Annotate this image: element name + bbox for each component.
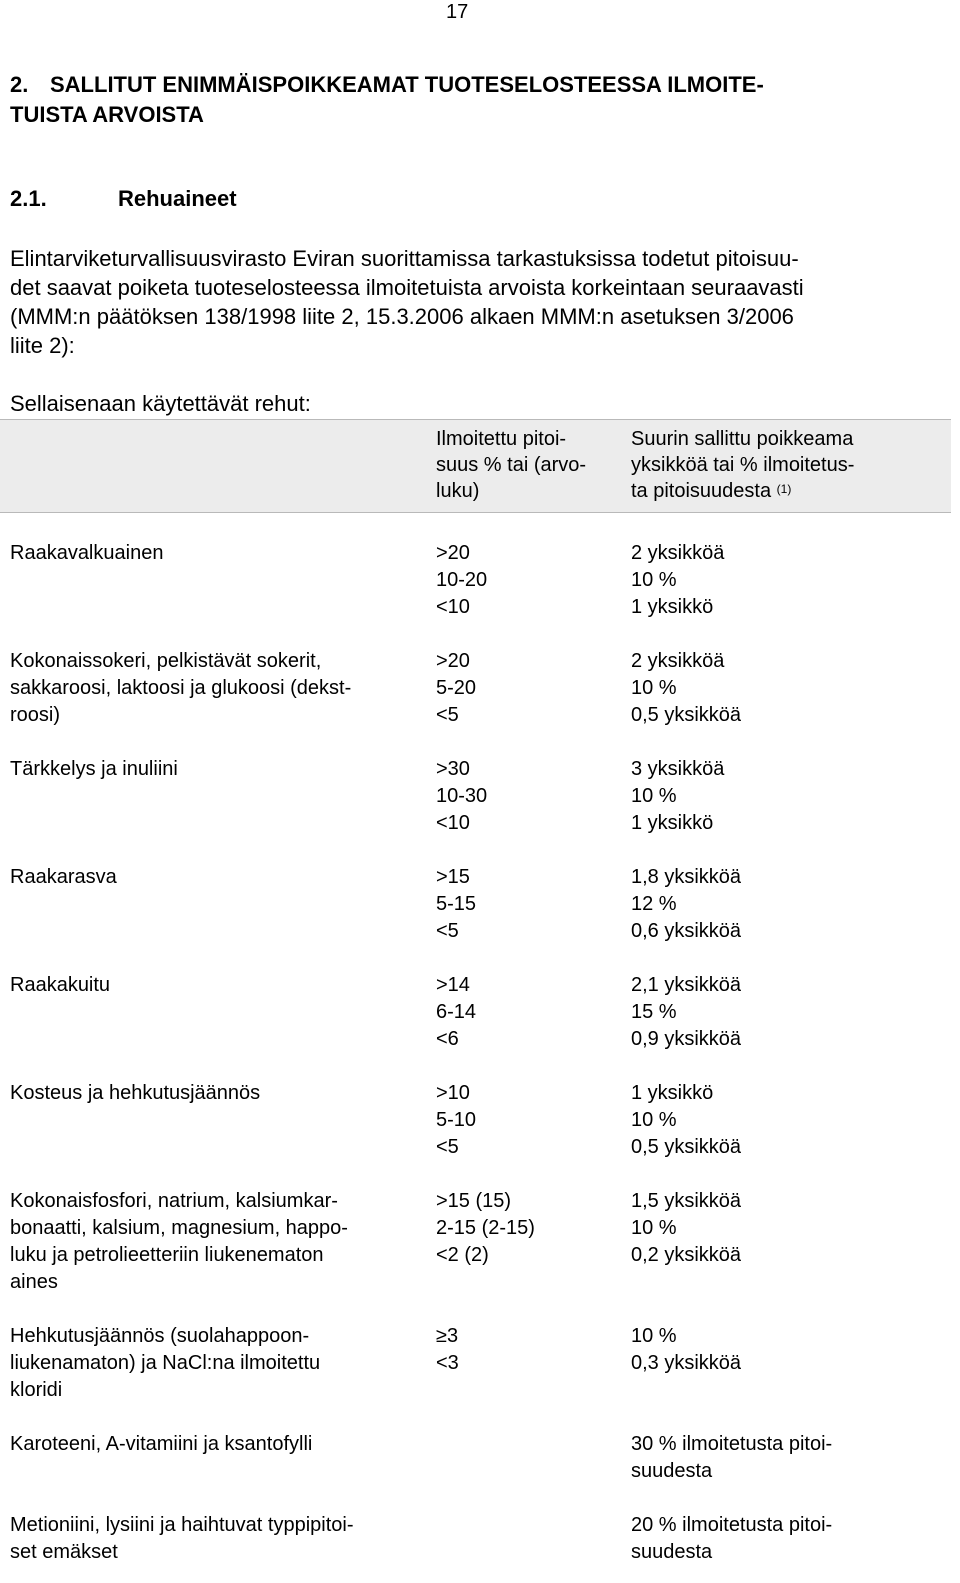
nutrient-name-line: aines — [10, 1271, 58, 1293]
max-deviation-cell — [631, 864, 931, 945]
page-number: 17 — [446, 1, 469, 23]
max-deviation-cell — [631, 1080, 931, 1161]
footnote-marker: (1) — [776, 482, 792, 496]
max-deviation-line: 2 yksikköä — [631, 542, 725, 564]
declared-content-cell — [436, 1080, 626, 1161]
intro-line: det saavat poiketa tuoteselosteessa ilmoitetuista arvoista korkeintaan seuraavasti — [10, 275, 804, 300]
nutrient-name-line: Kokonaissokeri, pelkistävät sokerit, — [10, 650, 322, 672]
declared-content-line: >20 — [436, 650, 470, 672]
max-deviation-cell — [631, 1431, 931, 1485]
nutrient-name-line: roosi) — [10, 704, 61, 726]
declared-content-line: 2-15 (2-15) — [436, 1217, 535, 1239]
nutrient-name-cell — [10, 1188, 430, 1296]
max-deviation-line: 10 % — [631, 677, 677, 699]
intro-paragraph — [10, 244, 950, 360]
max-deviation-line: 3 yksikköä — [631, 758, 725, 780]
declared-content-line: >10 — [436, 1082, 470, 1104]
nutrient-name-line: Hehkutusjäännös (suolahappoon- — [10, 1325, 310, 1347]
nutrient-name-line: Tärkkelys ja inuliini — [10, 758, 178, 780]
declared-content-line: 5-10 — [436, 1109, 477, 1131]
declared-content-line: <5 — [436, 920, 459, 942]
declared-content-line: <6 — [436, 1028, 459, 1050]
section-number: 2. — [10, 72, 29, 97]
header-line: luku) — [436, 480, 480, 502]
declared-content-cell — [436, 540, 626, 621]
max-deviation-line: 2,1 yksikköä — [631, 974, 742, 996]
max-deviation-line: 2 yksikköä — [631, 650, 725, 672]
declared-content-line: <2 (2) — [436, 1244, 489, 1266]
max-deviation-line: 10 % — [631, 785, 677, 807]
max-deviation-line: 1,8 yksikköä — [631, 866, 742, 888]
nutrient-name-line: Raakarasva — [10, 866, 117, 888]
nutrient-name-line: set emäkset — [10, 1541, 118, 1563]
nutrient-name-line: Kokonaisfosfori, natrium, kalsiumkar- — [10, 1190, 338, 1212]
max-deviation-cell — [631, 1512, 931, 1566]
header-line: yksikköä tai % ilmoitetus- — [631, 454, 855, 476]
declared-content-line: >30 — [436, 758, 470, 780]
table-caption: Sellaisenaan käytettävät rehut: — [10, 391, 311, 416]
header-line: Ilmoitettu pitoi- — [436, 428, 567, 450]
nutrient-name-line: kloridi — [10, 1379, 63, 1401]
declared-content-line: >20 — [436, 542, 470, 564]
declared-content-line: 5-20 — [436, 677, 477, 699]
nutrient-name-cell — [10, 1080, 430, 1107]
max-deviation-line: 30 % ilmoitetusta pitoi- — [631, 1433, 833, 1455]
declared-content-line: 10-20 — [436, 569, 488, 591]
max-deviation-line: 0,6 yksikköä — [631, 920, 742, 942]
max-deviation-line: 0,9 yksikköä — [631, 1028, 742, 1050]
max-deviation-cell — [631, 1323, 931, 1377]
nutrient-name-line: Metioniini, lysiini ja haihtuvat typpipitoi- — [10, 1514, 354, 1536]
max-deviation-cell — [631, 972, 931, 1053]
nutrient-name-line: Karoteeni, A-vitamiini ja ksantofylli — [10, 1433, 313, 1455]
nutrient-name-line: Kosteus ja hehkutusjäännös — [10, 1082, 261, 1104]
max-deviation-line: 1 yksikkö — [631, 812, 714, 834]
nutrient-name-cell — [10, 864, 430, 891]
declared-content-line: <3 — [436, 1352, 459, 1374]
nutrient-name-cell — [10, 972, 430, 999]
max-deviation-line: 20 % ilmoitetusta pitoi- — [631, 1514, 833, 1536]
max-deviation-line: 10 % — [631, 1109, 677, 1131]
declared-content-line: 5-15 — [436, 893, 477, 915]
declared-content-line: 6-14 — [436, 1001, 477, 1023]
declared-content-line: <5 — [436, 704, 459, 726]
section-title-line: TUISTA ARVOISTA — [10, 102, 204, 127]
table-header — [0, 419, 951, 513]
subsection-heading — [10, 184, 237, 214]
max-deviation-cell — [631, 648, 931, 729]
intro-line: Elintarviketurvallisuusvirasto Eviran suorittamissa tarkastuksissa todetut pitoisuu- — [10, 246, 799, 271]
section-heading — [10, 70, 930, 130]
max-deviation-line: suudesta — [631, 1460, 713, 1482]
max-deviation-line: 10 % — [631, 1217, 677, 1239]
max-deviation-line: 0,3 yksikköä — [631, 1352, 742, 1374]
max-deviation-line: 15 % — [631, 1001, 677, 1023]
max-deviation-line: 1 yksikkö — [631, 596, 714, 618]
header-max-deviation — [631, 426, 931, 504]
max-deviation-line: 10 % — [631, 1325, 677, 1347]
nutrient-name-line: liukenamaton) ja NaCl:na ilmoitettu — [10, 1352, 321, 1374]
nutrient-name-line: Raakavalkuainen — [10, 542, 164, 564]
header-line: ta pitoisuudesta — [631, 480, 772, 502]
nutrient-name-line: luku ja petrolieetteriin liukenematon — [10, 1244, 324, 1266]
nutrient-name-cell — [10, 1431, 430, 1458]
max-deviation-line: 1 yksikkö — [631, 1082, 714, 1104]
declared-content-cell — [436, 1188, 626, 1269]
section-title-line: SALLITUT ENIMMÄISPOIKKEAMAT TUOTESELOSTEESSA ILMOITE- — [50, 72, 764, 97]
declared-content-line: <5 — [436, 1136, 459, 1158]
nutrient-name-line: bonaatti, kalsium, magnesium, happo- — [10, 1217, 348, 1239]
max-deviation-line: 0,5 yksikköä — [631, 704, 742, 726]
declared-content-line: ≥3 — [436, 1325, 459, 1347]
declared-content-line: <10 — [436, 596, 470, 618]
nutrient-name-cell — [10, 1512, 430, 1566]
intro-line: (MMM:n päätöksen 138/1998 liite 2, 15.3.2006 alkaen MMM:n asetuksen 3/2006 — [10, 304, 794, 329]
nutrient-name-line: sakkaroosi, laktoosi ja glukoosi (dekst- — [10, 677, 352, 699]
declared-content-cell — [436, 648, 626, 729]
header-line: Suurin sallittu poikkeama — [631, 428, 854, 450]
declared-content-line: >15 — [436, 866, 470, 888]
declared-content-cell — [436, 1323, 626, 1377]
declared-content-line: <10 — [436, 812, 470, 834]
max-deviation-line: 0,5 yksikköä — [631, 1136, 742, 1158]
max-deviation-cell — [631, 540, 931, 621]
subsection-number: 2.1. — [10, 186, 47, 211]
nutrient-name-cell — [10, 540, 430, 567]
header-line: suus % tai (arvo- — [436, 454, 587, 476]
max-deviation-line: 1,5 yksikköä — [631, 1190, 742, 1212]
nutrient-name-cell — [10, 648, 430, 729]
declared-content-line: >14 — [436, 974, 470, 996]
max-deviation-line: 0,2 yksikköä — [631, 1244, 742, 1266]
subsection-title: Rehuaineet — [118, 186, 237, 211]
declared-content-cell — [436, 756, 626, 837]
nutrient-name-cell — [10, 1323, 430, 1404]
max-deviation-cell — [631, 756, 931, 837]
declared-content-line: 10-30 — [436, 785, 488, 807]
intro-line: liite 2): — [10, 333, 75, 358]
declared-content-cell — [436, 972, 626, 1053]
max-deviation-line: suudesta — [631, 1541, 713, 1563]
max-deviation-line: 12 % — [631, 893, 677, 915]
nutrient-name-line: Raakakuitu — [10, 974, 111, 996]
max-deviation-cell — [631, 1188, 931, 1269]
nutrient-name-cell — [10, 756, 430, 783]
header-declared-content — [436, 426, 626, 504]
declared-content-cell — [436, 864, 626, 945]
declared-content-line: >15 (15) — [436, 1190, 512, 1212]
max-deviation-line: 10 % — [631, 569, 677, 591]
